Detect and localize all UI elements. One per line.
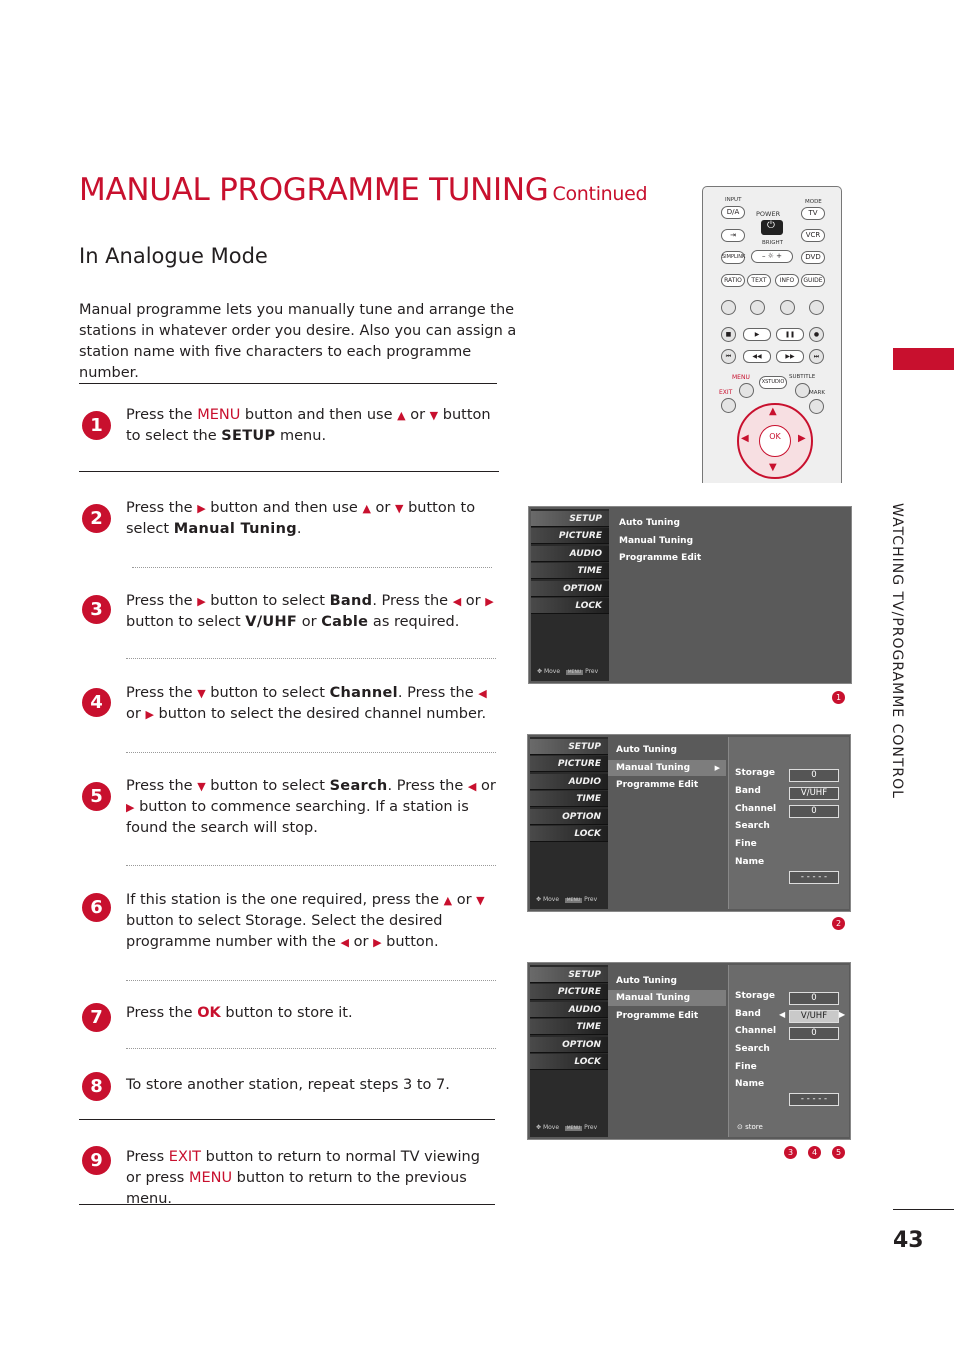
input-button[interactable]: ⇥ <box>721 229 745 242</box>
screen-badge: 4 <box>808 1146 821 1159</box>
screen-badge: 3 <box>784 1146 797 1159</box>
menu-item-option[interactable]: OPTION <box>530 1037 608 1053</box>
menu-sidebar <box>530 737 608 909</box>
step-number: 6 <box>82 893 111 922</box>
right-arrow-icon: ▶ <box>145 708 154 721</box>
step-4-text: Press the ▼ button to select Channel. Press the ◀ or ▶ button to select the desired channel number. <box>126 685 487 722</box>
menu-screen-1 <box>528 506 852 684</box>
divider <box>79 1119 495 1120</box>
ok-button[interactable]: OK <box>759 425 791 457</box>
divider <box>126 752 496 753</box>
step-number: 1 <box>82 411 111 440</box>
left-arrow-icon: ◀ <box>340 936 349 949</box>
menu-option-auto-tuning[interactable]: Auto Tuning <box>616 745 677 755</box>
menu-option-manual-tuning[interactable]: Manual Tuning ▶ <box>608 760 726 776</box>
page-title: MANUAL PROGRAMME TUNING Continued <box>79 172 648 208</box>
remote-control: INPUT D/A MODE TV POWER ⏻ ⇥ VCR BRIGHT SIMPLINK – ☼ + DVD RATIO TEXT INFO GUIDE ■ ▶ ❚❚ ● ⏮ ◀◀ ▶▶ ⏭ MENU XSTUDIO SUBTITLE EXIT MARK ▲ ▼ ◀ ▶ OK <box>702 186 842 483</box>
down-arrow-icon: ▼ <box>395 502 404 515</box>
ratio-button[interactable]: RATIO <box>721 274 745 287</box>
right-arrow-icon: ▶ <box>126 801 135 814</box>
right-arrow-icon: ▶ <box>197 502 206 515</box>
menu-item-picture[interactable]: PICTURE <box>530 756 608 772</box>
color-button[interactable] <box>750 300 765 315</box>
screen-badge: 1 <box>832 691 845 704</box>
step-9-text: Press EXIT button to return to normal TV viewing or press MENU button to return to the previous menu. <box>126 1149 480 1207</box>
menu-item-lock[interactable]: LOCK <box>530 1054 608 1070</box>
divider <box>132 567 492 568</box>
divider <box>126 865 496 866</box>
down-arrow-icon: ▼ <box>476 894 485 907</box>
rewind-button[interactable]: ◀◀ <box>743 350 771 363</box>
play-button[interactable]: ▶ <box>743 328 771 341</box>
menu-sidebar <box>531 509 609 681</box>
divider <box>126 1048 496 1049</box>
menu-item-picture[interactable]: PICTURE <box>531 528 609 544</box>
channel-value[interactable]: 0 <box>789 1027 839 1040</box>
vcr-button[interactable]: VCR <box>801 229 825 242</box>
step-5-text: Press the ▼ button to select Search. Press the ◀ or ▶ button to commence searching. If a station is found the search will stop. <box>126 778 496 836</box>
menu-option-auto-tuning[interactable]: Auto Tuning <box>619 518 680 528</box>
left-arrow-icon: ◀ <box>452 595 462 608</box>
menu-footer: ✥ Move MENU Prev <box>536 1124 598 1131</box>
menu-item-setup[interactable]: SETUP <box>530 739 608 755</box>
simplink-button[interactable]: SIMPLINK <box>721 251 745 264</box>
tuning-panel: Storage 0 Band ◀ V/UHF ▶ Channel 0 Search Fine Name - - - - - ⊙ store <box>728 965 849 1137</box>
step-6-text: If this station is the one required, press the ▲ or ▼ button to select Storage. Select the desired programme number with the ◀ or ▶ button. <box>126 892 485 950</box>
mark-button[interactable] <box>809 399 824 414</box>
menu-item-time[interactable]: TIME <box>530 791 608 807</box>
menu-button[interactable] <box>739 383 754 398</box>
down-arrow-icon: ▼ <box>197 780 206 793</box>
left-arrow-icon: ◀ <box>741 433 749 444</box>
menu-footer: ✥ Move MENU Prev <box>536 896 598 903</box>
divider <box>893 1209 954 1210</box>
step-8-text: To store another station, repeat steps 3 to 7. <box>126 1077 450 1093</box>
menu-item-setup[interactable]: SETUP <box>531 511 609 527</box>
down-arrow-icon: ▼ <box>769 462 777 473</box>
continued-label: Continued <box>552 183 648 205</box>
right-arrow-icon: ▶ <box>798 433 806 444</box>
menu-option-manual-tuning[interactable]: Manual Tuning <box>608 990 726 1006</box>
tv-button[interactable]: TV <box>801 207 825 220</box>
step-number: 5 <box>82 782 111 811</box>
step-number: 9 <box>82 1146 111 1175</box>
side-tab <box>893 348 954 370</box>
right-arrow-icon: ▶ <box>373 936 382 949</box>
step-number: 7 <box>82 1003 111 1032</box>
step-number: 4 <box>82 688 111 717</box>
menu-item-time[interactable]: TIME <box>530 1019 608 1035</box>
xstudio-button[interactable]: XSTUDIO <box>759 376 787 389</box>
band-value[interactable]: V/UHF <box>789 787 839 800</box>
record-button[interactable]: ● <box>809 327 824 342</box>
step-3-text: Press the ▶ button to select Band. Press the ◀ or ▶ button to select V/UHF or Cable as required. <box>126 593 494 630</box>
menu-item-audio[interactable]: AUDIO <box>530 1002 608 1018</box>
brightness-control[interactable]: – ☼ + <box>751 250 793 263</box>
intro-paragraph: Manual programme lets you manually tune and arrange the stations in whatever order you desire. Also you can assign a station name with five characters to each programme number. <box>79 302 517 381</box>
info-button[interactable]: INFO <box>775 274 799 287</box>
store-hint: ⊙ store <box>737 1123 763 1131</box>
da-button[interactable]: D/A <box>721 206 745 219</box>
menu-item-audio[interactable]: AUDIO <box>530 774 608 790</box>
menu-item-picture[interactable]: PICTURE <box>530 984 608 1000</box>
exit-button[interactable] <box>721 398 736 413</box>
step-number: 8 <box>82 1072 111 1101</box>
left-arrow-icon: ◀ <box>478 687 487 700</box>
section-subtitle: In Analogue Mode <box>79 244 268 268</box>
color-button[interactable] <box>809 300 824 315</box>
text-button[interactable]: TEXT <box>747 274 771 287</box>
navigation-pad[interactable] <box>737 403 813 479</box>
color-button[interactable] <box>721 300 736 315</box>
page-number: 43 <box>893 1228 924 1253</box>
divider <box>79 383 497 384</box>
name-value[interactable]: - - - - - <box>789 1093 839 1106</box>
right-arrow-icon: ▶ <box>714 764 720 772</box>
side-label: WATCHING TV/PROGRAMME CONTROL <box>889 503 905 799</box>
step-1-text: Press the MENU button and then use ▲ or ▼ button to select the SETUP menu. <box>126 407 491 444</box>
channel-value[interactable]: 0 <box>789 805 839 818</box>
step-2-text: Press the ▶ button and then use ▲ or ▼ button to select Manual Tuning. <box>126 500 476 537</box>
up-arrow-icon: ▲ <box>769 406 777 417</box>
left-arrow-icon: ◀ <box>779 1010 786 1019</box>
stop-button[interactable]: ■ <box>721 327 736 342</box>
right-arrow-icon: ▶ <box>839 1010 846 1019</box>
tuning-panel: Storage 0 Band V/UHF Channel 0 Search Fine Name - - - - - <box>728 737 849 909</box>
menu-option-auto-tuning[interactable]: Auto Tuning <box>616 976 677 986</box>
menu-screen-2 <box>527 734 851 912</box>
color-button[interactable] <box>780 300 795 315</box>
menu-sidebar <box>530 965 608 1137</box>
up-arrow-icon: ▲ <box>362 502 371 515</box>
menu-option-programme-edit[interactable]: Programme Edit <box>616 780 699 790</box>
menu-item-lock[interactable]: LOCK <box>530 826 608 842</box>
up-arrow-icon: ▲ <box>397 409 406 422</box>
menu-item-option[interactable]: OPTION <box>531 581 609 597</box>
prev-button[interactable]: ⏮ <box>721 349 736 364</box>
up-arrow-icon: ▲ <box>443 894 453 907</box>
step-number: 2 <box>82 504 111 533</box>
menu-item-setup[interactable]: SETUP <box>530 967 608 983</box>
menu-option-programme-edit[interactable]: Programme Edit <box>619 553 702 563</box>
down-arrow-icon: ▼ <box>429 409 439 422</box>
divider <box>79 471 499 472</box>
ok-icon: ⊙ <box>737 1123 743 1131</box>
next-button[interactable]: ⏭ <box>809 349 824 364</box>
screen-badge: 5 <box>832 1146 845 1159</box>
divider <box>126 980 496 981</box>
pause-button[interactable]: ❚❚ <box>776 328 804 341</box>
power-button[interactable] <box>761 220 783 235</box>
menu-item-audio[interactable]: AUDIO <box>531 546 609 562</box>
step-7-text: Press the OK button to store it. <box>126 1005 353 1021</box>
forward-button[interactable]: ▶▶ <box>776 350 804 363</box>
subtitle-button[interactable] <box>795 383 810 398</box>
menu-option-programme-edit[interactable]: Programme Edit <box>616 1011 699 1021</box>
right-arrow-icon: ▶ <box>485 595 494 608</box>
divider <box>126 658 496 659</box>
storage-value[interactable]: 0 <box>789 769 839 782</box>
menu-footer: ✥ Move MENU Prev <box>537 668 599 675</box>
name-value[interactable]: - - - - - <box>789 871 839 884</box>
step-number: 3 <box>82 595 111 624</box>
menu-item-lock[interactable]: LOCK <box>531 598 609 614</box>
menu-item-time[interactable]: TIME <box>531 563 609 579</box>
dvd-button[interactable]: DVD <box>801 251 825 264</box>
down-arrow-icon: ▼ <box>197 687 206 700</box>
right-arrow-icon: ▶ <box>197 595 206 608</box>
storage-value[interactable]: 0 <box>789 992 839 1005</box>
guide-button[interactable]: GUIDE <box>801 274 825 287</box>
menu-item-option[interactable]: OPTION <box>530 809 608 825</box>
power-icon: ⏻ <box>767 220 775 231</box>
menu-screen-3 <box>527 962 851 1140</box>
band-value[interactable]: V/UHF <box>789 1010 839 1023</box>
menu-option-manual-tuning[interactable]: Manual Tuning <box>619 536 694 546</box>
screen-badge: 2 <box>832 917 845 930</box>
left-arrow-icon: ◀ <box>467 780 477 793</box>
